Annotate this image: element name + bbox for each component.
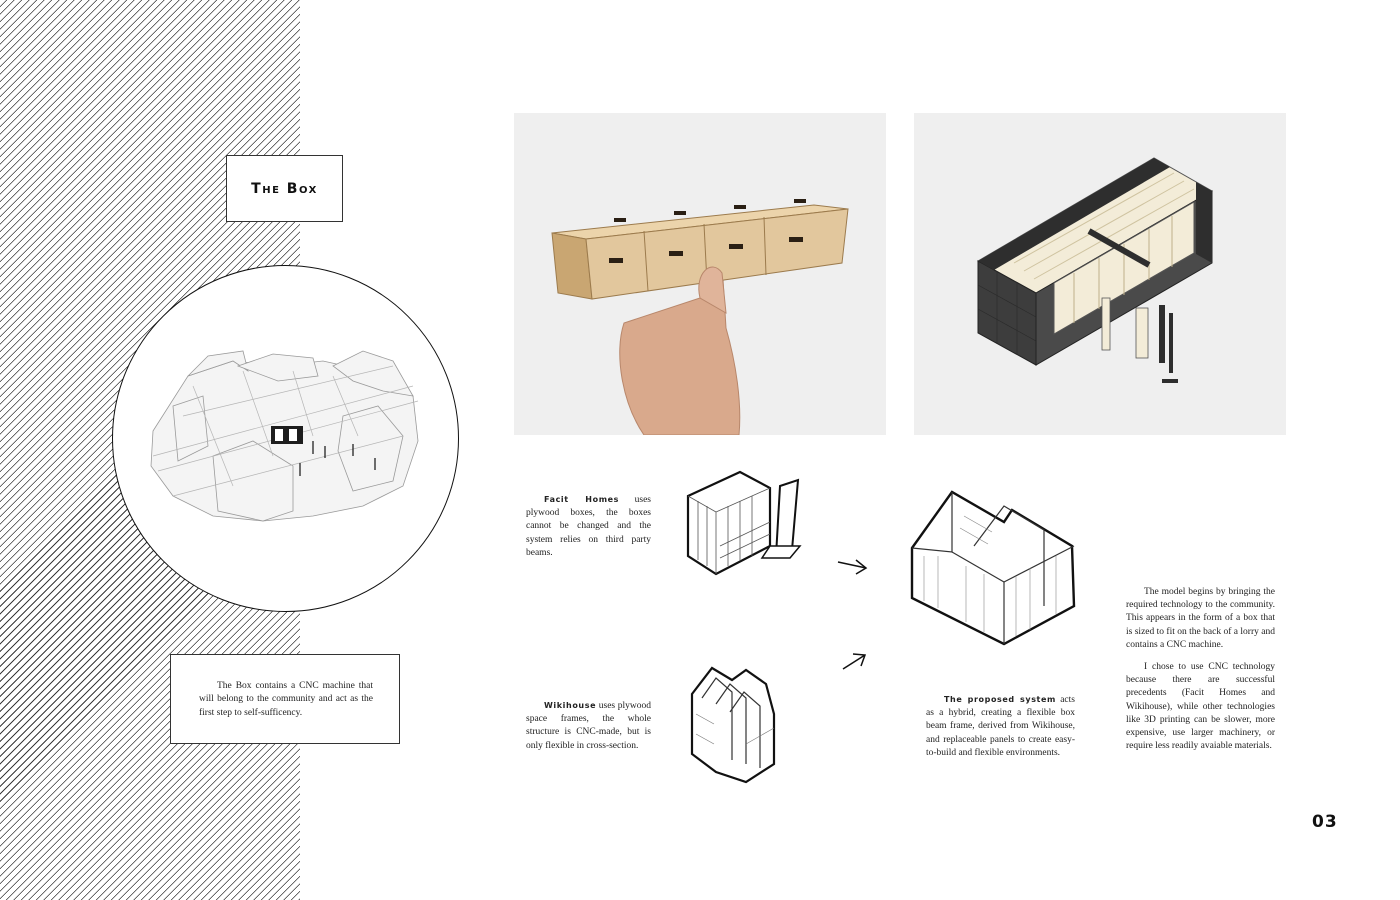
facit-homes-text: [526, 493, 651, 560]
proposed-system-name: The proposed system: [944, 695, 1056, 704]
wikihouse-description: uses plywood space frames, the whole structure is CNC-made, but is only flexible in cross-section.: [526, 701, 651, 751]
description-paragraph-2: I chose to use CNC technology because there are successful precedents (Facit Homes and Wikihouse), while other technologies like 3D printing can be slower, more expensive, use larger machinery, or require less readily avaiable materials.: [1126, 662, 1275, 752]
description-paragraph-1: The model begins by bringing the required technology to the community. This appears in the form of a box that is sized to fit on the back of a lorry and contains a CNC machine.: [1126, 587, 1275, 650]
proposed-system-diagram: [904, 486, 1090, 646]
page-number: 03: [1312, 812, 1338, 832]
box-frame-illustration: [914, 113, 1286, 435]
wikihouse-name: Wikihouse: [544, 701, 597, 710]
site-axonometric-circle: [112, 265, 459, 612]
wikihouse-text: [526, 699, 651, 753]
facit-homes-name: Facit Homes: [544, 495, 620, 504]
page-title: The Box: [251, 180, 318, 197]
site-axonometric-drawing: [113, 266, 459, 612]
caption-box: [170, 654, 400, 744]
caption-text: The Box contains a CNC machine that will belong to the community and act as the first step to self-sufficency.: [199, 681, 373, 718]
proposed-system-description: acts as a hybrid, creating a flexible box beam frame, derived from Wikihouse, and replaceable panels to create easy-to-build and flexible environments.: [926, 695, 1075, 758]
description-block: [1126, 586, 1275, 762]
proposed-system-text: [926, 693, 1075, 760]
wikihouse-diagram: [686, 664, 786, 789]
arrow-up-right-icon: [840, 650, 870, 672]
facit-homes-description: uses plywood boxes, the boxes cannot be changed and the system relies on third party beams.: [526, 495, 651, 558]
title-box: [226, 155, 343, 222]
plywood-beam-photo: [514, 113, 886, 435]
box-frame-model-photo: [914, 113, 1286, 435]
plywood-beam-illustration: [514, 113, 886, 435]
arrow-right-icon: [836, 556, 870, 576]
facit-homes-diagram: [680, 466, 820, 581]
